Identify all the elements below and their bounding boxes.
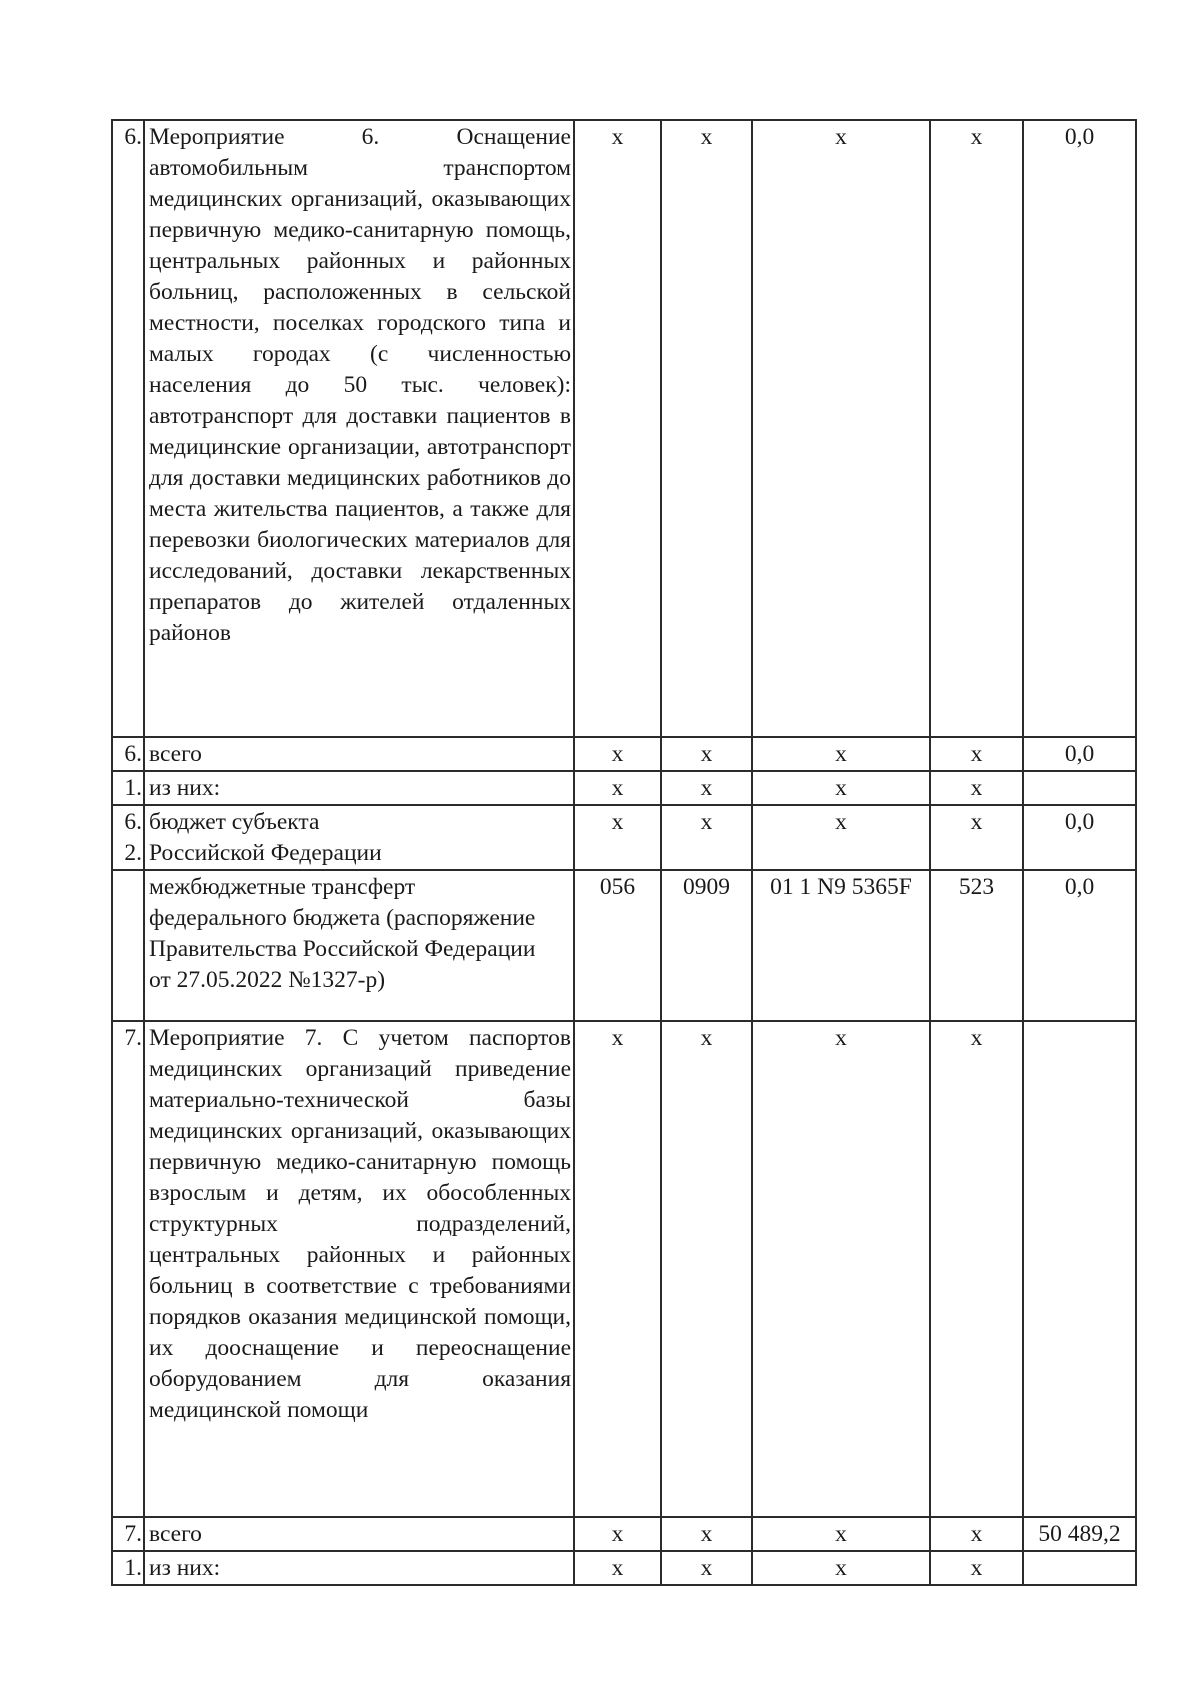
table-row bbox=[112, 805, 1136, 870]
cell-grbs: х bbox=[574, 1517, 661, 1551]
cell-vr: х bbox=[930, 771, 1023, 805]
row-description: всего bbox=[144, 1517, 574, 1551]
cell-vr: х bbox=[930, 1517, 1023, 1551]
cell-csr: х bbox=[752, 805, 930, 870]
cell-rzpr: х bbox=[661, 1021, 752, 1517]
cell-sum: 50 489,2 bbox=[1023, 1517, 1136, 1551]
cell-rzpr: х bbox=[661, 737, 752, 771]
cell-sum: 0,0 bbox=[1023, 870, 1136, 1021]
cell-csr: 01 1 N9 5365F bbox=[752, 870, 930, 1021]
cell-vr: х bbox=[930, 1551, 1023, 1585]
cell-grbs: х bbox=[574, 805, 661, 870]
row-description: из них: bbox=[144, 1551, 574, 1585]
cell-csr: х bbox=[752, 1551, 930, 1585]
cell-grbs: х bbox=[574, 771, 661, 805]
row-number: 1. bbox=[112, 771, 144, 805]
cell-rzpr: х bbox=[661, 120, 752, 737]
cell-sum: 0,0 bbox=[1023, 120, 1136, 737]
cell-csr: х bbox=[752, 1021, 930, 1517]
row-description-line: Правительства Российской Федерации bbox=[149, 936, 536, 962]
row-description-line: межбюджетные трансферт bbox=[149, 874, 416, 900]
table-row bbox=[112, 870, 1136, 1021]
cell-csr: х bbox=[752, 771, 930, 805]
table-row bbox=[112, 1517, 1136, 1551]
table-row bbox=[112, 771, 1136, 805]
cell-rzpr: х bbox=[661, 1551, 752, 1585]
row-description: всего bbox=[144, 737, 574, 771]
row-description: из них: bbox=[144, 771, 574, 805]
row-number: 7. bbox=[112, 1517, 144, 1551]
cell-csr: х bbox=[752, 1517, 930, 1551]
row-description: Мероприятие 6. Оснащение автомобильным транспортом медицинских организаций, оказывающих первичную медико-санитарную помощь, центральных районных и районных больниц, расположенных в сельской местности, поселках городского типа и малых городах (с численностью населения до 50 тыс. человек): автотранспорт для доставки пациентов в медицинские организации, автотранспорт для доставки медицинских работников до места жительства пациентов, а также для перевозки биологических материалов для исследований, доставки лекарственных препаратов до жителей отдаленных районов bbox=[144, 120, 574, 737]
cell-grbs: х bbox=[574, 1551, 661, 1585]
table-row bbox=[112, 737, 1136, 771]
cell-sum: 0,0 bbox=[1023, 737, 1136, 771]
row-number: 6. bbox=[112, 737, 144, 771]
row-description-line: Российской Федерации bbox=[149, 840, 382, 866]
cell-rzpr: х bbox=[661, 771, 752, 805]
row-number: 7. bbox=[112, 1021, 144, 1517]
row-description bbox=[144, 870, 574, 1021]
row-number: 1. bbox=[112, 1551, 144, 1585]
cell-rzpr: 0909 bbox=[661, 870, 752, 1021]
row-number-line: 6. bbox=[124, 809, 142, 835]
row-number-line: 2. bbox=[124, 840, 142, 866]
table-row bbox=[112, 1021, 1136, 1517]
row-number: 6. bbox=[112, 120, 144, 737]
table-row bbox=[112, 1551, 1136, 1585]
cell-grbs: х bbox=[574, 737, 661, 771]
cell-vr: х bbox=[930, 120, 1023, 737]
row-description: Мероприятие 7. С учетом паспортов медицинских организаций приведение материально-технической базы медицинских организаций, оказывающих первичную медико-санитарную помощь взрослым и детям, их обособленных структурных подразделений, центральных районных и районных больниц в соответствие с требованиями порядков оказания медицинской помощи, их дооснащение и переоснащение оборудованием для оказания медицинской помощи bbox=[144, 1021, 574, 1517]
cell-grbs: х bbox=[574, 1021, 661, 1517]
cell-rzpr: х bbox=[661, 805, 752, 870]
cell-rzpr: х bbox=[661, 1517, 752, 1551]
cell-vr: 523 bbox=[930, 870, 1023, 1021]
cell-csr: х bbox=[752, 737, 930, 771]
row-description-line: от 27.05.2022 №1327-р) bbox=[149, 967, 386, 993]
cell-grbs: х bbox=[574, 120, 661, 737]
table-row bbox=[112, 120, 1136, 737]
cell-grbs: 056 bbox=[574, 870, 661, 1021]
row-description-line: федерального бюджета (распоряжение bbox=[149, 905, 536, 931]
row-number bbox=[112, 805, 144, 870]
cell-sum bbox=[1023, 1021, 1136, 1517]
cell-csr: х bbox=[752, 120, 930, 737]
budget-table bbox=[111, 119, 1137, 1586]
cell-vr: х bbox=[930, 805, 1023, 870]
row-description bbox=[144, 805, 574, 870]
cell-vr: х bbox=[930, 1021, 1023, 1517]
cell-sum: 0,0 bbox=[1023, 805, 1136, 870]
cell-sum bbox=[1023, 771, 1136, 805]
cell-sum bbox=[1023, 1551, 1136, 1585]
cell-vr: х bbox=[930, 737, 1023, 771]
row-number bbox=[112, 870, 144, 1021]
row-description-line: бюджет субъекта bbox=[149, 809, 320, 835]
